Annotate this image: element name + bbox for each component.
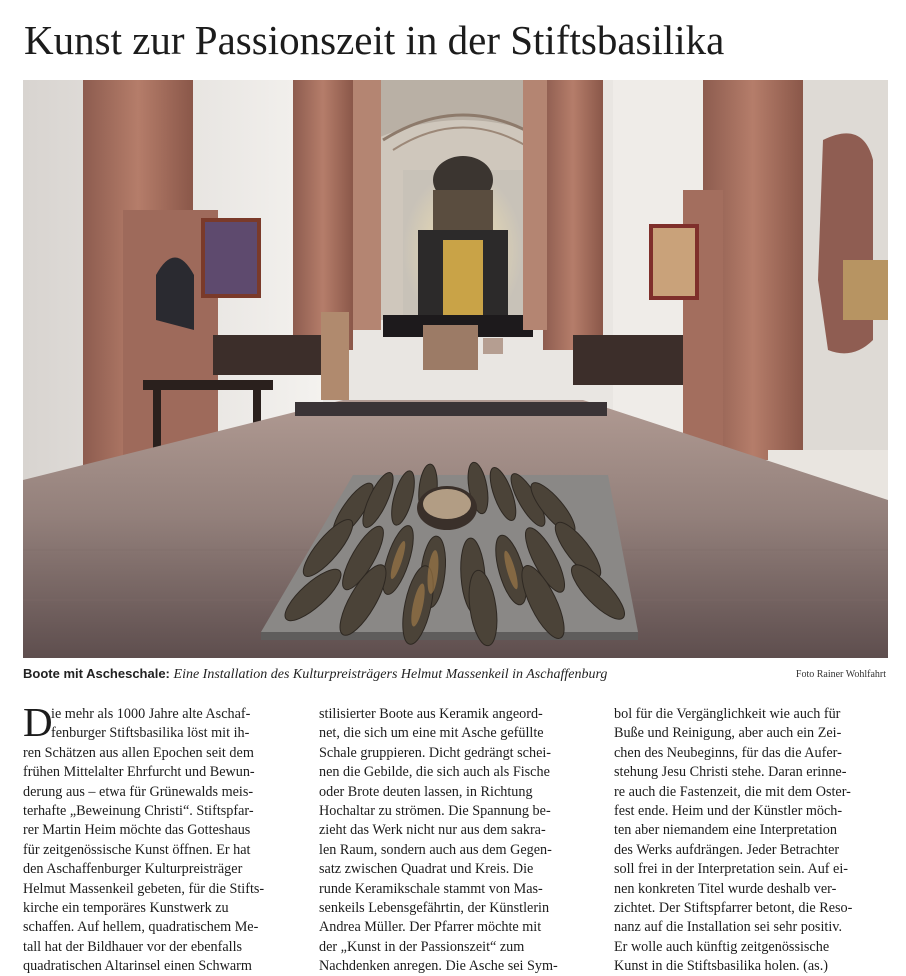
column-line: chen des Neubeginns, für das die Aufer- [614, 744, 842, 761]
column-line: frühen Mittelalter Ehrfurcht und Bewun- [23, 764, 255, 781]
column-line: stehung Jesu Christi stehe. Daran erinne- [614, 764, 847, 781]
column-line: Kunst in die Stiftsbasilika holen. (as.) [614, 958, 828, 975]
photo-credit: Foto Rainer Wohlfahrt [795, 669, 886, 680]
column-line: len Raum, sondern auch aus dem Gegen- [319, 841, 552, 858]
column-line: Buße und Reinigung, aber auch ein Zei- [614, 725, 842, 742]
column-line: Andrea Müller. Der Pfarrer möchte mit [319, 919, 542, 936]
article-column-1 [23, 705, 300, 976]
headline: Kunst zur Passionszeit in der Stiftsbasilika [24, 17, 725, 63]
column-line: fest ende. Heim und der Künstler möch- [614, 802, 843, 819]
column-line: derung aus – etwa für Grünewalds meis- [23, 783, 254, 800]
column-line: Nachdenken anregen. Die Asche sei Sym- [319, 958, 558, 975]
column-line: des Werks aufdrängen. Jeder Betrachter [614, 841, 840, 858]
column-line: oder Brote deuten lassen, in Richtung [319, 783, 533, 800]
column-line: net, die sich um eine mit Asche gefüllte [319, 725, 544, 742]
column-line: Er wolle auch künftig zeitgenössische [614, 938, 830, 955]
column-line: nen konkreten Titel wurde deshalb ver- [614, 880, 837, 897]
article-column-3 [614, 705, 891, 976]
column-line: für zeitgenössische Kunst öffnen. Er hat [23, 841, 251, 858]
column-line: re auch die Fastenzeit, die mit dem Oster- [614, 783, 851, 800]
photo-caption [23, 664, 888, 684]
column-line: quadratischen Altarinsel einen Schwarm [23, 958, 252, 975]
column-line: kirche ein temporäres Kunstwerk zu [23, 899, 229, 916]
column-line: schaffen. Auf hellem, quadratischem Me- [23, 919, 259, 936]
column-line: nen die Gebilde, die sich auch als Fische [319, 764, 550, 781]
column-line: fenburger Stiftsbasilika löst mit ih- [51, 725, 250, 742]
column-line: Hochaltar zu strömen. Die Spannung be- [319, 802, 551, 819]
article-column-2 [319, 705, 596, 976]
column-line: nanz auf die Installation sei sehr positiv. [614, 919, 842, 936]
column-line: ren Schätzen aus allen Epochen seit dem [23, 744, 254, 761]
column-line: der „Kunst in der Passionszeit“ zum [319, 938, 525, 955]
column-line: rer Martin Heim möchte das Gotteshaus [23, 822, 251, 839]
column-line: satz zwischen Quadrat und Kreis. Die [319, 861, 534, 878]
column-line: senkeils Lebensgefährtin, der Künstlerin [319, 899, 550, 916]
column-line: tall hat der Bildhauer vor der ebenfalls [23, 938, 243, 955]
column-line: soll frei in der Interpretation sein. Auf ei- [614, 861, 849, 878]
column-line: bol für die Vergänglichkeit wie auch für [614, 706, 841, 722]
column-line: zieht das Werk nicht nur aus dem sakra- [319, 822, 546, 839]
caption-lead: Boote mit Ascheschale: [23, 666, 170, 681]
column-line: zichtet. Der Stiftspfarrer betont, die Reso- [614, 899, 853, 916]
column-line: terhafte „Beweinung Christi“. Stiftspfar- [23, 802, 254, 819]
caption-text: Eine Installation des Kulturpreisträgers Helmut Massenkeil in Aschaffenburg [173, 667, 608, 682]
drop-cap: D [23, 699, 53, 745]
church-interior-photo [23, 80, 888, 658]
column-line: stilisierter Boote aus Keramik angeord- [319, 706, 543, 722]
column-line: runde Keramikschale stammt von Mas- [319, 880, 543, 897]
column-line: Schale gruppieren. Dicht gedrängt schei- [319, 744, 552, 761]
column-line: ie mehr als 1000 Jahre alte Aschaf- [51, 706, 251, 722]
column-line: Helmut Massenkeil gebeten, für die Stifts- [23, 880, 265, 897]
column-line: ten aber niemandem eine Interpretation [614, 822, 837, 839]
column-line: den Aschaffenburger Kulturpreisträger [23, 861, 243, 878]
